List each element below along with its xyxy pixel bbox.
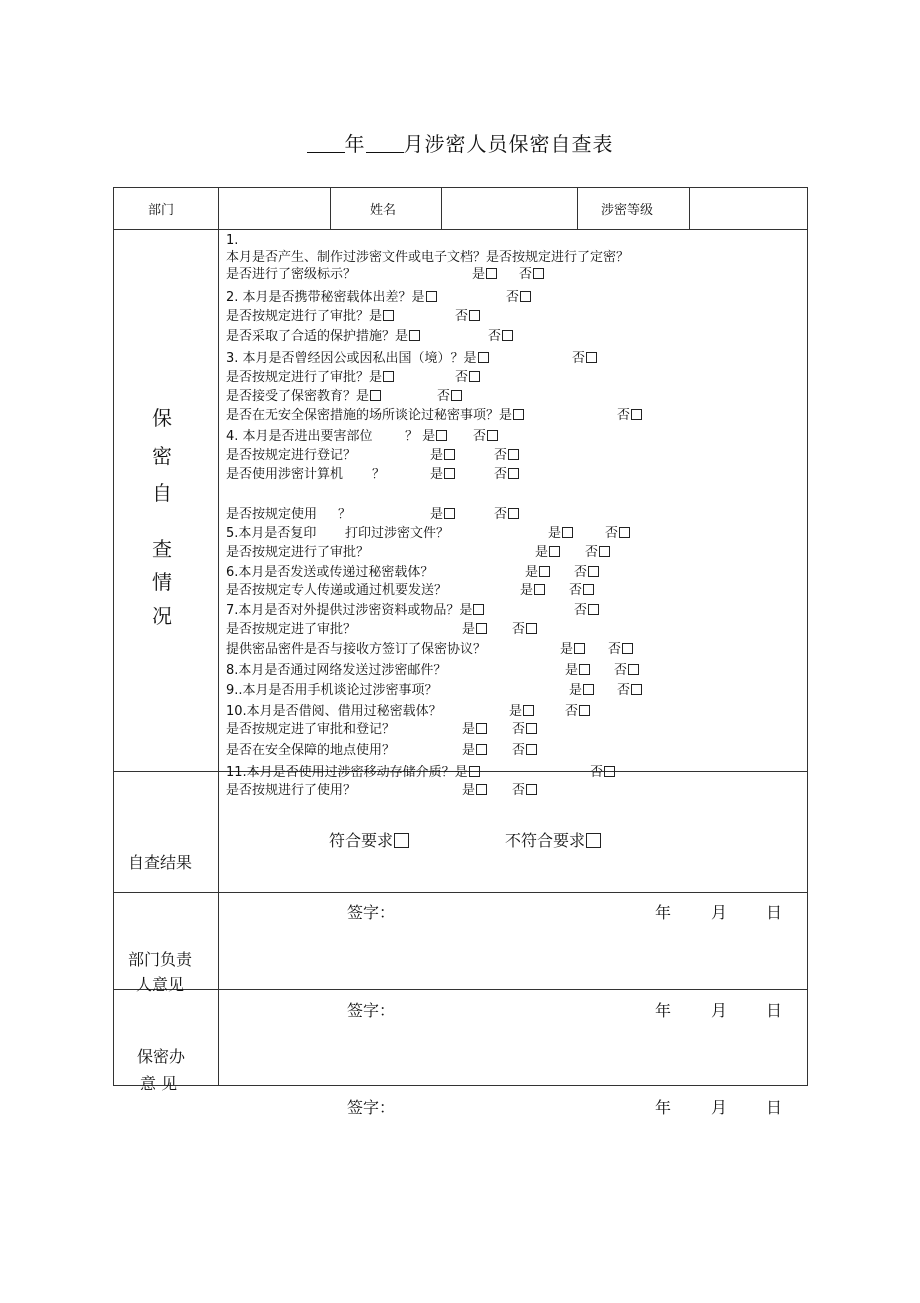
- q5-yes-option[interactable]: 是: [548, 527, 573, 540]
- q3-no-option-2[interactable]: 否: [455, 371, 480, 384]
- q8-no-option[interactable]: 否: [614, 664, 639, 677]
- checkbox[interactable]: [599, 546, 610, 557]
- q7-line1: 7.本月是否对外提供过涉密资料或物品？是: [226, 604, 484, 617]
- side-label-char-4: 查: [152, 537, 172, 561]
- checkbox[interactable]: [469, 371, 480, 382]
- checkbox[interactable]: [526, 784, 537, 795]
- q4-line3-qmark: ？: [372, 467, 386, 482]
- q11-yes-option-2[interactable]: 是: [462, 784, 487, 797]
- checkbox[interactable]: [520, 291, 531, 302]
- checkbox[interactable]: [562, 527, 573, 538]
- date-month-2: 月: [711, 1001, 728, 1020]
- q4-no-option-4[interactable]: 否: [494, 508, 519, 521]
- checkbox[interactable]: [394, 833, 409, 848]
- checkbox[interactable]: [486, 268, 497, 279]
- office-label-line2: 意 见: [140, 1074, 178, 1093]
- checkbox[interactable]: [469, 766, 480, 777]
- checkbox[interactable]: [451, 390, 462, 401]
- checkbox[interactable]: [588, 566, 599, 577]
- q10-no-option[interactable]: 否: [565, 705, 590, 718]
- date-year-2: 年: [655, 1001, 672, 1020]
- q3-line3: 是否接受了保密教育？是: [226, 390, 381, 403]
- checkbox[interactable]: [513, 409, 524, 420]
- q10-line3: 是否在安全保障的地点使用？: [226, 743, 396, 758]
- office-label-line1: 保密办: [137, 1047, 186, 1066]
- checkbox[interactable]: [409, 330, 420, 341]
- q10-yes-option[interactable]: 是: [509, 705, 534, 718]
- q5-line1b: 打印过涉密文件？: [345, 526, 450, 541]
- side-label-char-5: 情: [152, 570, 172, 594]
- checkbox[interactable]: [383, 310, 394, 321]
- checkbox[interactable]: [574, 643, 585, 654]
- signature-label-3: 签字：: [347, 1098, 396, 1117]
- checkbox[interactable]: [526, 623, 537, 634]
- checkbox[interactable]: [476, 723, 487, 734]
- checkbox[interactable]: [526, 723, 537, 734]
- q1-line1: 本月是否产生、制作过涉密文件或电子文档？是否按规定进行了定密？: [226, 250, 630, 265]
- q8-yes-option[interactable]: 是: [565, 664, 590, 677]
- q11-line1: 11.本月是否使用过涉密移动存储介质？是: [226, 766, 480, 779]
- checkbox[interactable]: [508, 468, 519, 479]
- q6-line1: 6.本月是否发送或传递过秘密载体？: [226, 565, 434, 580]
- header-dept-label: 部门: [148, 203, 175, 218]
- q10-no-option-2[interactable]: 否: [512, 723, 537, 736]
- level-value-field[interactable]: [691, 190, 805, 227]
- checkbox[interactable]: [487, 430, 498, 441]
- header-divider-3: [577, 187, 578, 229]
- q1-no-option[interactable]: 否: [519, 268, 544, 281]
- checkbox[interactable]: [588, 604, 599, 615]
- date-year-3: 年: [655, 1098, 672, 1117]
- checkbox[interactable]: [476, 623, 487, 634]
- q2-line3: 是否采取了合适的保护措施？是: [226, 330, 420, 343]
- q5-line2: 是否按规定进行了审批？: [226, 545, 370, 560]
- result-ok-option[interactable]: 符合要求: [329, 828, 409, 851]
- q5-no-option-2[interactable]: 否: [585, 546, 610, 559]
- signature-label-2: 签字：: [347, 1001, 396, 1020]
- checkbox[interactable]: [631, 684, 642, 695]
- q10-yes-option-3[interactable]: 是: [462, 744, 487, 757]
- q3-no-option-3[interactable]: 否: [437, 390, 462, 403]
- q9-yes-option[interactable]: 是: [569, 684, 594, 697]
- q3-no-option[interactable]: 否: [572, 352, 597, 365]
- checkbox[interactable]: [508, 449, 519, 460]
- checkbox[interactable]: [370, 390, 381, 401]
- q7-yes-option-2[interactable]: 是: [462, 623, 487, 636]
- q4-line3: 是否使用涉密计算机: [226, 467, 344, 482]
- header-level-label: 涉密等级: [601, 203, 654, 218]
- checkbox[interactable]: [583, 584, 594, 595]
- side-label-char-2: 密: [152, 444, 172, 468]
- checkbox[interactable]: [444, 508, 455, 519]
- q1-yes-option[interactable]: 是: [472, 268, 497, 281]
- q6-no-option[interactable]: 否: [574, 566, 599, 579]
- header-divider-2: [441, 187, 442, 229]
- checkbox[interactable]: [426, 291, 437, 302]
- signature-label-1: 签字：: [347, 903, 396, 922]
- checkbox[interactable]: [539, 566, 550, 577]
- q11-no-option-2[interactable]: 否: [512, 784, 537, 797]
- q4-line1: 4. 本月是否进出要害部位: [226, 429, 373, 444]
- checkbox[interactable]: [478, 352, 489, 363]
- checkbox[interactable]: [469, 310, 480, 321]
- checkbox[interactable]: [619, 527, 630, 538]
- checkbox[interactable]: [476, 784, 487, 795]
- dept-head-label-line2: 人意见: [136, 975, 185, 994]
- checkbox[interactable]: [586, 833, 601, 848]
- q6-line2: 是否按规定专人传递或通过机要发送？: [226, 583, 448, 598]
- side-label-char-3: 自: [152, 481, 172, 505]
- name-value-field[interactable]: [443, 190, 575, 227]
- q4-line4-qmark: ？: [338, 507, 352, 522]
- q2-no-option-3[interactable]: 否: [488, 330, 513, 343]
- q4-line4: 是否按规定使用: [226, 507, 318, 522]
- side-label-char-1: 保: [152, 406, 172, 430]
- q9-line1: 9..本月是否用手机谈论过涉密事项？: [226, 683, 438, 698]
- q3-no-option-4[interactable]: 否: [617, 409, 642, 422]
- q10-line1: 10.本月是否借阅、借用过秘密载体？: [226, 704, 442, 719]
- header-divider-4: [689, 187, 690, 229]
- checkbox[interactable]: [476, 744, 487, 755]
- checkbox[interactable]: [383, 371, 394, 382]
- year-blank: [307, 134, 345, 153]
- q5-line1a: 5.本月是否复印: [226, 526, 317, 541]
- checkbox[interactable]: [583, 684, 594, 695]
- q6-yes-option-2[interactable]: 是: [520, 584, 545, 597]
- table-border-left: [113, 187, 114, 1086]
- q2-no-option[interactable]: 否: [506, 291, 531, 304]
- q6-yes-option[interactable]: 是: [525, 566, 550, 579]
- header-divider-1: [330, 187, 331, 229]
- result-label: 自查结果: [128, 853, 193, 872]
- q3-line4: 是否在无安全保密措施的场所谈论过秘密事项？是: [226, 409, 524, 422]
- date-month-1: 月: [711, 903, 728, 922]
- checkbox[interactable]: [628, 664, 639, 675]
- checkbox[interactable]: [523, 705, 534, 716]
- q4-yes-option-4[interactable]: 是: [430, 508, 455, 521]
- q4-yes-option-3[interactable]: 是: [430, 468, 455, 481]
- q4-no-option-2[interactable]: 否: [494, 449, 519, 462]
- q3-line1: 3. 本月是否曾经因公或因私出国（境）？是: [226, 352, 489, 365]
- q7-no-option-3[interactable]: 否: [608, 643, 633, 656]
- checkbox[interactable]: [586, 352, 597, 363]
- q4-yes-option[interactable]: ？ 是: [405, 430, 447, 443]
- checkbox[interactable]: [622, 643, 633, 654]
- q10-line2: 是否按规定进了审批和登记？: [226, 722, 396, 737]
- header-name-label: 姓名: [370, 203, 397, 218]
- q11-no-option[interactable]: 否: [590, 766, 615, 779]
- q9-no-option[interactable]: 否: [617, 684, 642, 697]
- q7-no-option[interactable]: 否: [574, 604, 599, 617]
- checkbox[interactable]: [436, 430, 447, 441]
- q7-yes-option-3[interactable]: 是: [560, 643, 585, 656]
- checkbox[interactable]: [579, 705, 590, 716]
- q1-line2: 是否进行了密级标示？: [226, 267, 357, 282]
- checkbox[interactable]: [604, 766, 615, 777]
- q5-no-option[interactable]: 否: [605, 527, 630, 540]
- q7-line3: 提供密品密件是否与接收方签订了保密协议？: [226, 642, 487, 657]
- q10-no-option-3[interactable]: 否: [512, 744, 537, 757]
- checkbox[interactable]: [508, 508, 519, 519]
- q5-yes-option-2[interactable]: 是: [535, 546, 560, 559]
- date-day-2: 日: [766, 1001, 783, 1020]
- date-year-1: 年: [655, 903, 672, 922]
- checkbox[interactable]: [549, 546, 560, 557]
- table-border-right: [807, 187, 808, 1086]
- checkbox[interactable]: [533, 268, 544, 279]
- checkbox[interactable]: [579, 664, 590, 675]
- checkbox[interactable]: [502, 330, 513, 341]
- checkbox[interactable]: [631, 409, 642, 420]
- checkbox[interactable]: [473, 604, 484, 615]
- side-label-char-6: 况: [152, 604, 172, 628]
- q8-line1: 8.本月是否通过网络发送过涉密邮件？: [226, 663, 447, 678]
- dept-head-label-line1: 部门负责: [128, 950, 193, 969]
- q10-yes-option-2[interactable]: 是: [462, 723, 487, 736]
- date-day-1: 日: [766, 903, 783, 922]
- q4-yes-option-2[interactable]: 是: [430, 449, 455, 462]
- checkbox[interactable]: [444, 468, 455, 479]
- page-title: 年 月涉密人员保密自查表: [0, 128, 920, 157]
- dept-value-field[interactable]: [220, 190, 328, 227]
- q11-line2: 是否按规进行了使用？: [226, 783, 357, 798]
- q1-number: 1.: [226, 233, 239, 248]
- checkbox[interactable]: [534, 584, 545, 595]
- result-not-ok-option[interactable]: 不符合要求: [505, 828, 601, 851]
- q4-line2: 是否按规定进行登记？: [226, 448, 357, 463]
- q4-no-option-3[interactable]: 否: [494, 468, 519, 481]
- checkbox[interactable]: [444, 449, 455, 460]
- q4-no-option[interactable]: 否: [473, 430, 498, 443]
- table-col-divider: [218, 187, 219, 1086]
- month-blank: [366, 134, 404, 153]
- date-day-3: 日: [766, 1098, 783, 1117]
- date-month-3: 月: [711, 1098, 728, 1117]
- q6-no-option-2[interactable]: 否: [569, 584, 594, 597]
- q7-no-option-2[interactable]: 否: [512, 623, 537, 636]
- q2-line1: 2. 本月是否携带秘密载体出差？是: [226, 291, 437, 304]
- q2-line2: 是否按规定进行了审批？是: [226, 310, 394, 323]
- q7-line2: 是否按规定进了审批？: [226, 622, 357, 637]
- q3-line2: 是否按规定进行了审批？是: [226, 371, 394, 384]
- checkbox[interactable]: [526, 744, 537, 755]
- q2-no-option-2[interactable]: 否: [455, 310, 480, 323]
